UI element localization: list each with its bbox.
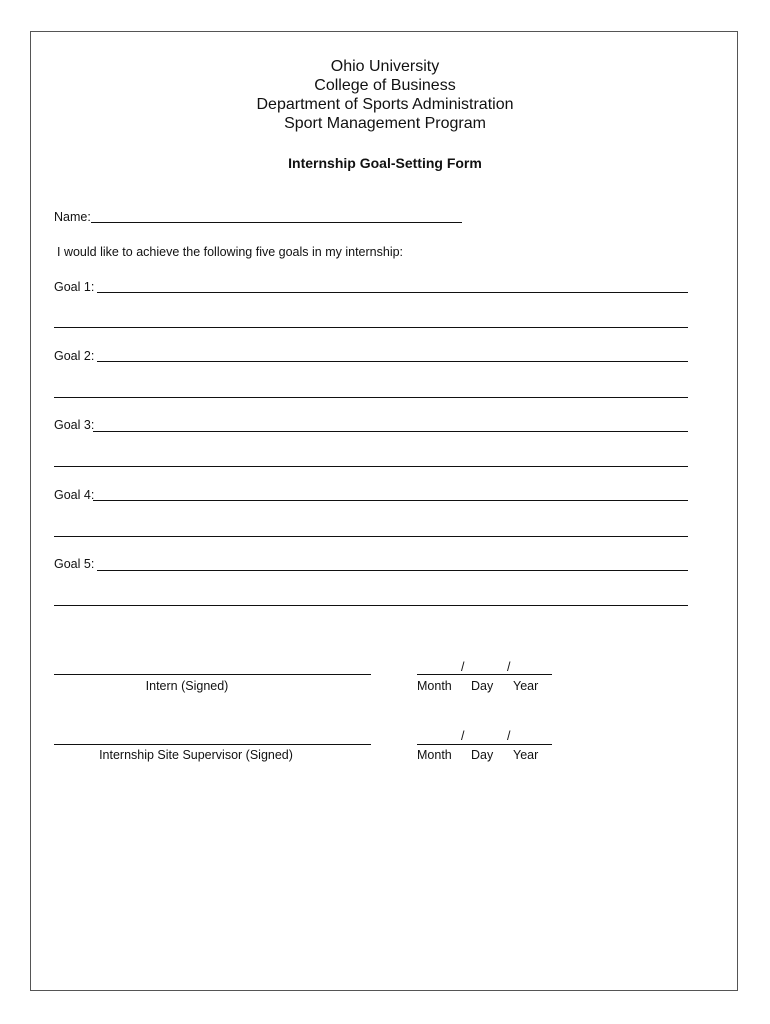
form-title: Internship Goal-Setting Form xyxy=(288,155,482,171)
goal-4-field-line-2[interactable] xyxy=(54,536,688,537)
goal-4-field[interactable] xyxy=(93,500,688,501)
goal-3-field[interactable] xyxy=(93,431,688,432)
goal-1-label: Goal 1: xyxy=(54,280,95,294)
page-border xyxy=(30,31,738,991)
goal-2-field-line-2[interactable] xyxy=(54,397,688,398)
intern-date-separator-1: / xyxy=(461,660,465,674)
supervisor-date-line[interactable] xyxy=(417,744,552,745)
intern-date-year-label: Year xyxy=(513,679,539,693)
goal-3-label: Goal 3: xyxy=(54,418,95,432)
intro-text: I would like to achieve the following five goals in my internship: xyxy=(57,245,404,259)
goal-5-label: Goal 5: xyxy=(54,557,95,571)
name-label: Name: xyxy=(54,210,91,224)
supervisor-date-year-label: Year xyxy=(513,748,539,762)
supervisor-date-month-label: Month xyxy=(417,748,452,762)
supervisor-signature-caption: Internship Site Supervisor (Signed) xyxy=(99,748,293,762)
supervisor-date-separator-1: / xyxy=(461,729,465,743)
goal-5-field[interactable] xyxy=(97,570,688,571)
intern-date-day-label: Day xyxy=(471,679,494,693)
intern-signature-caption: Intern (Signed) xyxy=(145,679,229,693)
supervisor-date-day-label: Day xyxy=(471,748,494,762)
header-department: Department of Sports Administration xyxy=(256,96,514,113)
intern-signature-line[interactable] xyxy=(54,674,371,675)
header-university: Ohio University xyxy=(330,58,440,75)
goal-2-label: Goal 2: xyxy=(54,349,95,363)
goal-4-label: Goal 4: xyxy=(54,488,95,502)
intern-date-separator-2: / xyxy=(507,660,511,674)
goal-2-field[interactable] xyxy=(97,361,688,362)
goal-1-field[interactable] xyxy=(97,292,688,293)
goal-1-field-line-2[interactable] xyxy=(54,327,688,328)
intern-date-line[interactable] xyxy=(417,674,552,675)
supervisor-signature-line[interactable] xyxy=(54,744,371,745)
goal-3-field-line-2[interactable] xyxy=(54,466,688,467)
header-college: College of Business xyxy=(314,77,456,94)
goal-5-field-line-2[interactable] xyxy=(54,605,688,606)
header-program: Sport Management Program xyxy=(284,115,486,132)
intern-date-month-label: Month xyxy=(417,679,452,693)
supervisor-date-separator-2: / xyxy=(507,729,511,743)
name-field[interactable] xyxy=(91,222,462,223)
